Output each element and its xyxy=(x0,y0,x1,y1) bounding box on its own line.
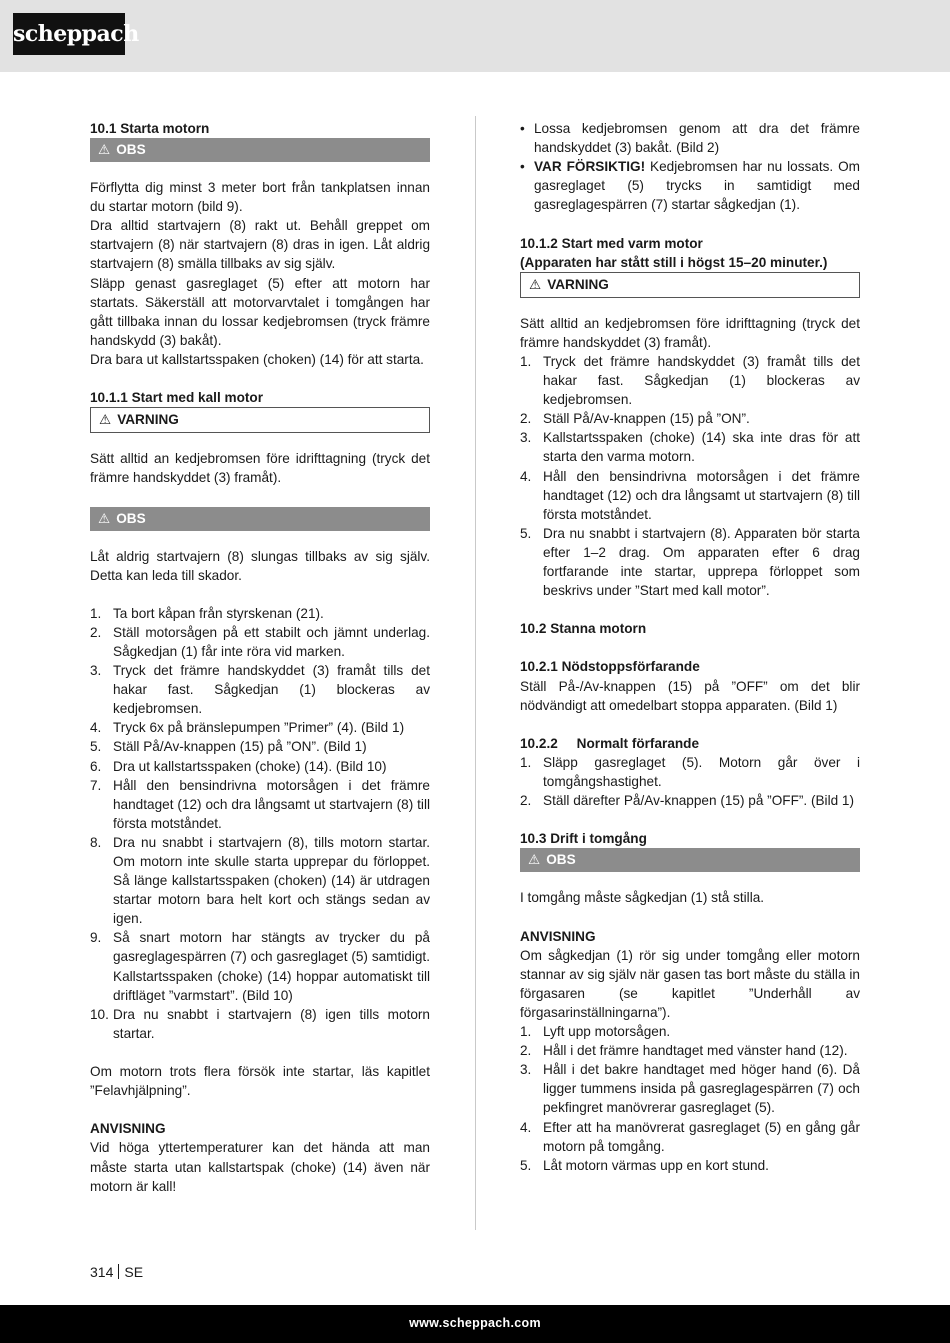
list-item: 10. Dra nu snabbt i startvajern (8) igen tills motorn startar. xyxy=(90,1006,430,1041)
anvisning-heading: ANVISNING xyxy=(90,1121,166,1137)
obs-text: Förflytta dig minst 3 meter bort från tankplatsen innan du startar motorn (bild 9). xyxy=(90,180,430,215)
warning-triangle-icon: ⚠ xyxy=(529,276,542,292)
right-column xyxy=(520,119,860,1175)
anvisning-text: Om sågkedjan (1) rör sig under tomgång eller motorn stannar av sig själv när gasen tas bort måste du ställa in förgasaren (se kapitlet ”Underhåll av förgasarinställningarna”). xyxy=(520,947,860,1020)
varning-box: ⚠ VARNING xyxy=(90,407,430,433)
list-item: 3. Kallstartsspaken (choke) (14) ska inte dras för att starta den varma motorn. xyxy=(520,430,860,465)
varning-text: Sätt alltid an kedjebromsen före idrifttagning (tryck det främre handskyddet (3) framåt). xyxy=(520,315,860,350)
list-item: 1. Ta bort kåpan från styrskenan (21). xyxy=(90,605,324,621)
warm-start-steps xyxy=(520,352,860,600)
list-item: 3. Tryck det främre handskyddet (3) framåt tills det hakar fast. Sågkedjan (1) blockeras av kedjebromsen. xyxy=(90,663,430,717)
list-item: 4. Håll den bensindrivna motorsågen i det främre handtaget (12) och dra långsamt ut startvajern (8) till första motståndet. xyxy=(520,468,860,522)
paragraph: Ställ På-/Av-knappen (15) på ”OFF” om det blir nödvändigt att omedelbart stoppa apparaten. (Bild 1) xyxy=(520,678,860,713)
scheppach-logo: scheppach xyxy=(13,13,125,55)
list-item: 5. Låt motorn värmas upp en kort stund. xyxy=(520,1157,769,1173)
page-header xyxy=(0,0,950,72)
obs-box: ⚠ OBS xyxy=(520,848,860,872)
left-column xyxy=(90,119,430,1196)
section-title-10-2-1: 10.2.1 Nödstoppsförfarande xyxy=(520,659,700,675)
obs-box: ⚠ OBS xyxy=(90,507,430,531)
list-item: 5. Dra nu snabbt i startvajern (8). Apparaten bör starta efter 1–2 drag. Om apparaten efter 6 drag fortfarande inte startar, upprepa förloppet som beskrivs under ”Start med kall motor”. xyxy=(520,525,860,599)
list-item: 8. Dra nu snabbt i startvajern (8), tills motorn startar. Om motorn inte skulle starta upprepar du förloppet. Så länge kallstartsspaken (choken) (14) är utdragen startar motorn bara helt kort och stängs sedan av igen. xyxy=(90,834,430,927)
list-item: 2. Ställ På/Av-knappen (15) på ”ON”. xyxy=(520,411,750,427)
list-item: 4. Efter att ha manövrerat gasreglaget (5) en gång går motorn på tomgång. xyxy=(520,1119,860,1154)
paragraph: Om motorn trots flera försök inte startar, läs kapitlet ”Felavhjälpning”. xyxy=(90,1064,430,1099)
idle-steps xyxy=(520,1022,860,1175)
varning-text: Sätt alltid an kedjebromsen före idrifttagning (tryck det främre handskyddet (3) framåt). xyxy=(90,451,430,486)
warning-triangle-icon: ⚠ xyxy=(98,510,111,526)
stop-steps xyxy=(520,753,860,810)
list-item: 1. Tryck det främre handskyddet (3) framåt tills det hakar fast. Sågkedjan (1) blockeras av kedjebromsen. xyxy=(520,353,860,408)
list-item: 4. Tryck 6x på bränslepumpen ”Primer” (4). (Bild 1) xyxy=(90,720,405,736)
section-title-10-2-2: 10.2.2 Normalt förfarande xyxy=(520,735,700,751)
list-item: 9. Så snart motorn har stängts av trycker du på gasreglagespärren (7) och gasreglaget (5) samtidigt. Kallstartsspaken (choke) (14) hoppar automatiskt till driftläget ”varmstart”. (Bild 10) xyxy=(90,930,430,1003)
list-item: 2. Ställ därefter På/Av-knappen (15) på ”OFF”. (Bild 1) xyxy=(520,793,855,809)
footer-bar xyxy=(0,1305,950,1343)
varning-box: ⚠ VARNING xyxy=(520,272,860,298)
column-divider xyxy=(475,116,476,1230)
section-title-10-1: 10.1 Starta motorn xyxy=(90,121,210,136)
warning-triangle-icon: ⚠ xyxy=(99,412,112,428)
paragraph: Släpp genast gasreglaget (5) efter att motorn har startats. Säkerställ att motorvarvtalet i tomgången har gått tillbaka innan du lossar kedjebromsen (tryck främre handskydd (3) bakåt). xyxy=(90,275,430,348)
paragraph: Dra alltid startvajern (8) rakt ut. Behåll greppet om startvajern (8) när startvajern (8) dras in igen. Låt aldrig startvajern (8) smälla tillbaks av sig själv. xyxy=(90,218,430,272)
list-item: 7. Håll den bensindrivna motorsågen i det främre handtaget (12) och dra långsamt ut startvajern (8) till första motståndet. xyxy=(90,777,430,831)
section-title-10-3: 10.3 Drift i tomgång xyxy=(520,831,647,847)
warning-triangle-icon: ⚠ xyxy=(528,852,541,868)
list-item: 1. Lyft upp motorsågen. xyxy=(520,1024,671,1040)
page-number: 314 SE xyxy=(90,1264,144,1280)
section-subtitle: (Apparaten har stått still i högst 15–20 minuter.) xyxy=(520,254,828,270)
list-item: 3. Håll i det bakre handtaget med höger hand (6). Då ligger tummens insida på gasreglagespärren (7) och pekfingret manövrerar gasreglaget (5). xyxy=(520,1062,860,1116)
list-item: • VAR FÖRSIKTIG! Kedjebromsen har nu lossats. Om gasreglaget (5) trycks in samtidigt med gasreglagespärren (7) startar sågkedjan (1). xyxy=(520,159,860,213)
website-link[interactable]: www.scheppach.com xyxy=(409,1316,541,1330)
obs-text: I tomgång måste sågkedjan (1) stå stilla. xyxy=(520,890,765,906)
cold-start-steps xyxy=(90,604,430,1043)
warning-triangle-icon: ⚠ xyxy=(98,142,111,158)
obs-box: ⚠ OBS xyxy=(90,138,430,162)
section-title-10-2: 10.2 Stanna motorn xyxy=(520,621,647,637)
list-item: • Lossa kedjebromsen genom att dra det främre handskyddet (3) bakåt. (Bild 2) xyxy=(520,121,860,156)
section-title-10-1-2: 10.1.2 Start med varm motor xyxy=(520,235,703,251)
list-item: 6. Dra ut kallstartsspaken (choke) (14). (Bild 10) xyxy=(90,758,387,774)
list-item: 2. Håll i det främre handtaget med vänster hand (12). xyxy=(520,1043,848,1059)
list-item: 2. Ställ motorsågen på ett stabilt och jämnt underlag. Sågkedjan (1) får inte röra vid marken. xyxy=(90,624,430,659)
bullet-list xyxy=(520,119,860,214)
paragraph: Dra bara ut kallstartsspaken (choken) (14) för att starta. xyxy=(90,351,424,367)
list-item: 5. Ställ På/Av-knappen (15) på ”ON”. (Bild 1) xyxy=(90,739,367,755)
section-title-10-1-1: 10.1.1 Start med kall motor xyxy=(90,390,264,406)
anvisning-heading: ANVISNING xyxy=(520,928,596,944)
anvisning-text: Vid höga yttertemperaturer kan det hända att man måste starta utan kallstartspak (choke) (14) även när motorn är kall! xyxy=(90,1140,430,1194)
obs-text: Låt aldrig startvajern (8) slungas tillbaks av sig själv. Detta kan leda till skador. xyxy=(90,548,430,583)
list-item: 1. Släpp gasreglaget (5). Motorn går över i tomgångshastighet. xyxy=(520,754,860,789)
